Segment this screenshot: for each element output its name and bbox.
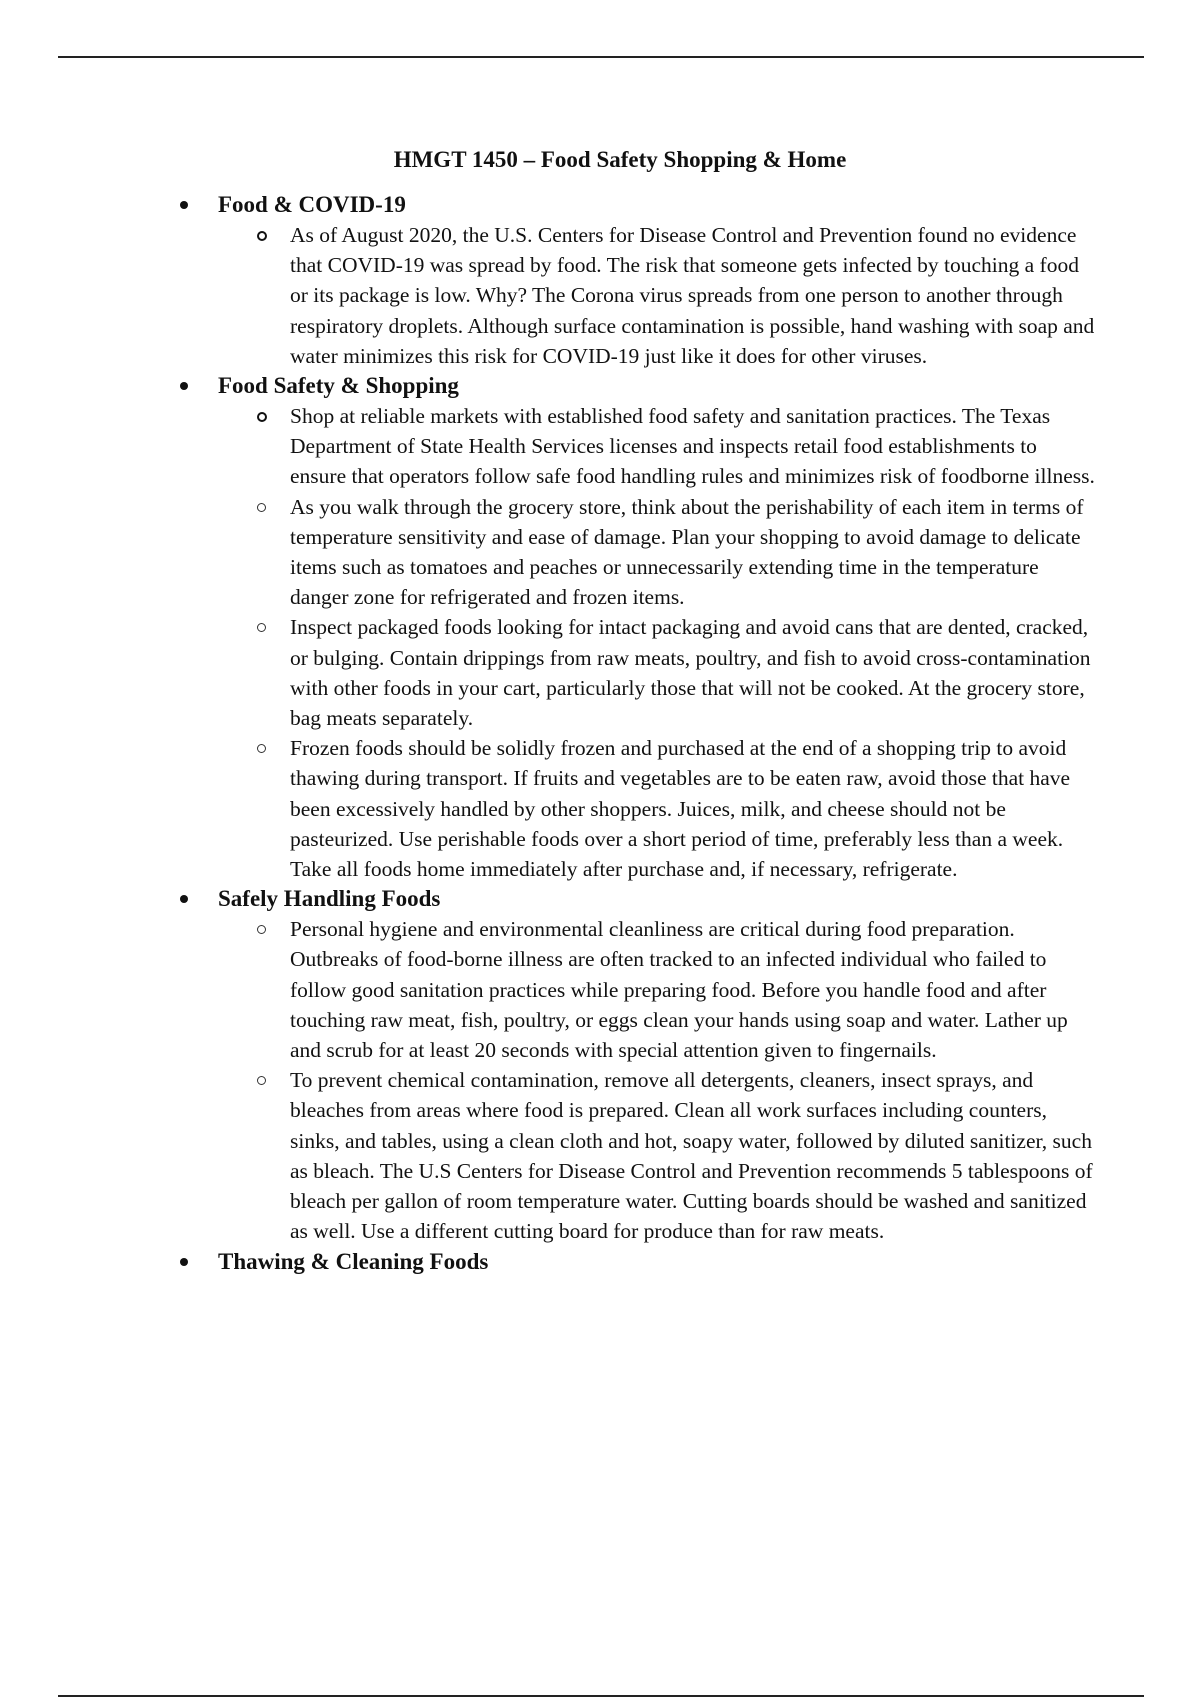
item-list [180, 401, 1100, 884]
document-title: HMGT 1450 – Food Safety Shopping & Home [393, 147, 847, 172]
bullet-icon [180, 201, 188, 209]
section-heading-text: Food & COVID-19 [218, 192, 406, 217]
list-item [180, 1065, 1098, 1246]
list-item [180, 733, 1098, 884]
list-item-text: To prevent chemical contamination, remove all detergents, cleaners, insect sprays, and bleaches from areas where food is prepared. Clean all work surfaces including counters, sinks, and tables, using a clean cloth and hot, soapy water, followed by diluted sanitizer, such as bleach. The U.S Centers for Disease Control and Prevention recommends 5 tablespoons of bleach per gallon of room temperature water. Cutting boards should be washed and sanitized as well. Use a different cutting board for produce than for raw meats. [290, 1068, 1093, 1244]
list-item-text: Shop at reliable markets with established food safety and sanitation practices. The Texas Department of State Health Services licenses and inspects retail food establishments to ensure that operators follow safe food handling rules and minimizes risk of foodborne illness. [290, 404, 1095, 489]
section-heading-text: Food Safety & Shopping [218, 373, 459, 399]
section-heading [180, 371, 1100, 401]
item-list [180, 220, 1100, 371]
top-rule [58, 56, 1144, 58]
list-item [180, 914, 1098, 1065]
circle-bullet-icon [257, 925, 266, 934]
list-item [180, 492, 1098, 613]
section-heading-text: Safely Handling Foods [218, 886, 441, 912]
section-food-covid [180, 190, 1100, 371]
bottom-rule [58, 1695, 1144, 1697]
section-heading-text: Thawing & Cleaning Foods [218, 1248, 489, 1274]
list-item [180, 612, 1098, 733]
list-item-text: Personal hygiene and environmental cleanliness are critical during food preparation. Outbreaks of food-borne illness are often tracked to an infected individual who failed to follow good sanitation practices while preparing food. Before you handle food and after touching raw meat, fish, poultry, or eggs clean your hands using soap and water. Lather up and scrub for at least 20 seconds with special attention given to fingernails. [290, 917, 1068, 1063]
bullet-icon [180, 895, 188, 903]
list-item [180, 401, 1098, 492]
bullet-icon [180, 1258, 188, 1266]
circle-bullet-icon [257, 744, 266, 753]
circle-bullet-icon [257, 412, 267, 422]
section-food-safety-shopping [180, 371, 1100, 884]
list-item-text: As of August 2020, the U.S. Centers for Disease Control and Prevention found no evidence that COVID-19 was spread by food. The risk that someone gets infected by touching a food or its package is low. Why? The Corona virus spreads from one person to another through respiratory droplets. Although surface contamination is possible, hand washing with soap and water minimizes this risk for COVID-19 just like it does for other viruses. [290, 223, 1095, 368]
section-heading [180, 884, 1100, 914]
bullet-icon [180, 382, 188, 390]
section-thawing-cleaning [180, 1247, 1100, 1277]
circle-bullet-icon [257, 1076, 266, 1085]
list-item [180, 220, 1098, 371]
list-item-text: As you walk through the grocery store, think about the perishability of each item in terms of temperature sensitivity and ease of damage. Plan your shopping to avoid damage to delicate items such as tomatoes and peaches or unnecessarily extending time in the temperature danger zone for refrigerated and frozen items. [290, 494, 1084, 610]
list-item-text: Inspect packaged foods looking for intact packaging and avoid cans that are dented, cracked, or bulging. Contain drippings from raw meats, poultry, and fish to avoid cross-contamination with other foods in your cart, particularly those that will not be cooked. At the grocery store, bag meats separately. [290, 615, 1091, 731]
document-body [180, 190, 1100, 1277]
section-heading [180, 1247, 1100, 1277]
list-item-text: Frozen foods should be solidly frozen and purchased at the end of a shopping trip to avoid thawing during transport. If fruits and vegetables are to be eaten raw, avoid those that have been excessively handled by other shoppers. Juices, milk, and cheese should not be pasteurized. Use perishable foods over a short period of time, preferably less than a week. Take all foods home immediately after purchase and, if necessary, refrigerate. [290, 736, 1071, 882]
section-safely-handling [180, 884, 1100, 1246]
section-heading [180, 190, 1100, 220]
item-list [180, 914, 1100, 1246]
circle-bullet-icon [257, 231, 267, 241]
circle-bullet-icon [257, 623, 266, 632]
circle-bullet-icon [257, 503, 266, 512]
